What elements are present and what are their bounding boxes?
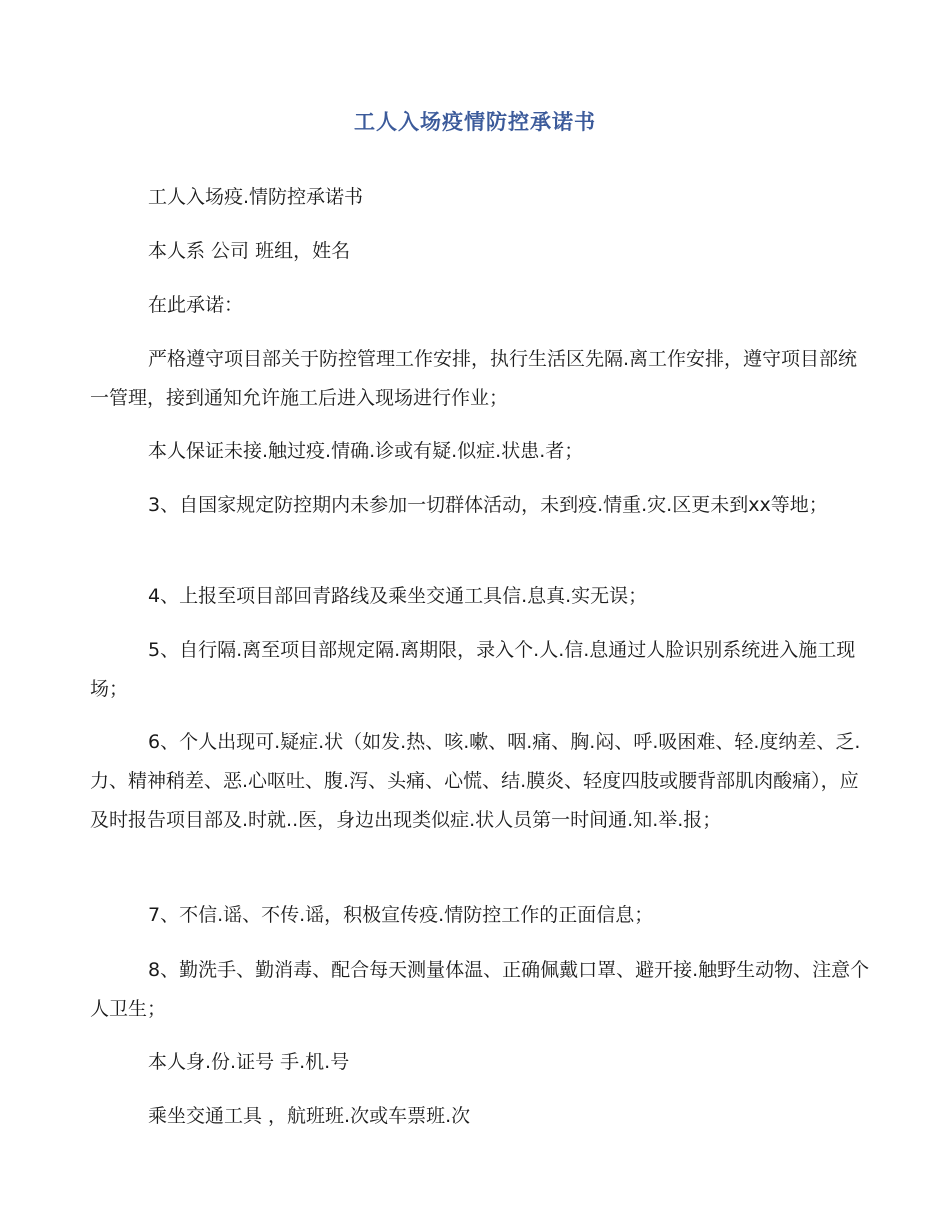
paragraph-item-1: 严格遵守项目部关于防控管理工作安排，执行生活区先隔.离工作安排，遵守项目部统一管理，接到通知允许施工后进入现场进行作业； — [90, 348, 858, 409]
paragraph-id-phone: 本人身.份.证号 手.机.号 — [148, 1051, 350, 1073]
paragraph-item-3: 3、自国家规定防控期内未参加一切群体活动，未到疫.情重.灾.区更未到xx等地； — [148, 494, 828, 516]
document-title: 工人入场疫情防控承诺书 — [354, 110, 596, 134]
paragraph-item-6: 6、个人出现可.疑症.状（如发.热、咳.嗽、咽.痛、胸.闷、呼.吸困难、轻.度纳差、乏.力、精神稍差、恶.心呕吐、腹.泻、头痛、心慌、结.膜炎、轻度四肢或腰背部肌肉酸痛），应及时报告项目部及.时就..医，身边出现类似症.状人员第一时间通.知.举.报； — [90, 731, 861, 831]
paragraph-transport: 乘坐交通工具 ，航班班.次或车票班.次 — [148, 1105, 471, 1127]
paragraph-item-8: 8、勤洗手、勤消毒、配合每天测量体温、正确佩戴口罩、避开接.触野生动物、注意个人卫生； — [90, 959, 870, 1020]
paragraph-item-2: 本人保证未接.触过疫.情确.诊或有疑.似症.状患.者； — [148, 440, 584, 462]
paragraph-pledge-intro: 在此承诺： — [148, 294, 244, 316]
paragraph-item-5: 5、自行隔.离至项目部规定隔.离期限，录入个.人.信.息通过人脸识别系统进入施工现场； — [90, 639, 856, 700]
paragraph-item-7: 7、不信.谣、不传.谣，积极宣传疫.情防控工作的正面信息； — [148, 904, 654, 926]
paragraph-heading-repeat: 工人入场疫.情防控承诺书 — [148, 186, 364, 208]
paragraph-identity: 本人系 公司 班组，姓名 — [148, 240, 351, 262]
paragraph-item-4: 4、上报至项目部回青路线及乘坐交通工具信.息真.实无误； — [148, 585, 648, 607]
